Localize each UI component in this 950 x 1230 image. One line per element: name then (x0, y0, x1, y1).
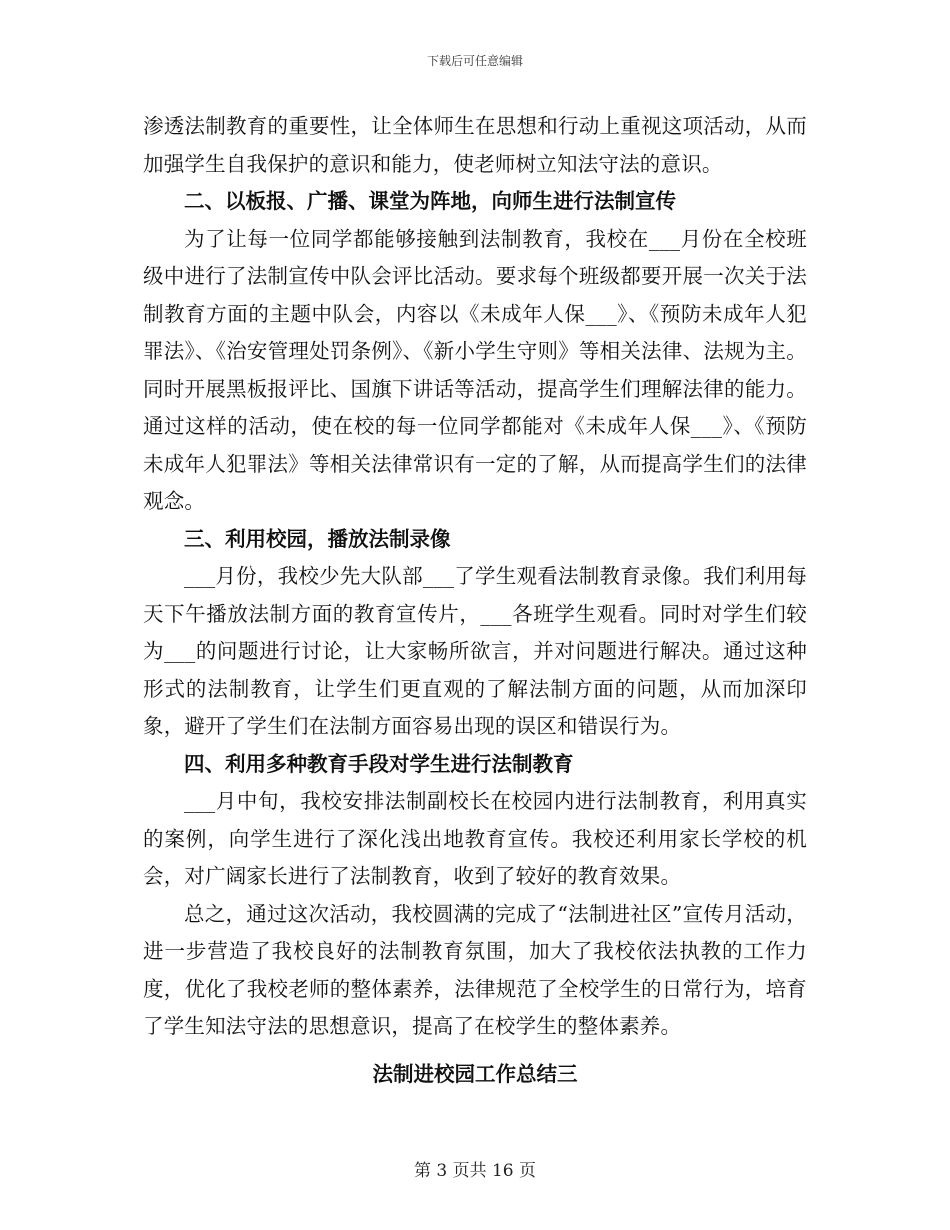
heading-section-4: 四、利用多种教育手段对学生进行法制教育 (184, 751, 574, 776)
paragraph-continued: 渗透法制教育的重要性，让全体师生在思想和行动上重视这项活动，从而加强学生自我保护的意识和能力，使老师树立知法守法的意识。 (143, 114, 807, 176)
document-body (143, 108, 807, 1093)
page-number: 第 3 页共 16 页 (413, 1161, 537, 1181)
paragraph-section-3: ___月份，我校少先大队部___了学生观看法制教育录像。我们利用每天下午播放法制方面的教育宣传片，___各班学生观看。同时对学生们较为___的问题进行讨论，让大家畅所欲言，并对问题进行解决。通过这种形式的法制教育，让学生们更直观的了解法制方面的问题，从而加深印象，避开了学生们在法制方面容易出现的误区和错误行为。 (143, 564, 807, 738)
section-title: 法制进校园工作总结三 (372, 1061, 578, 1086)
paragraph-section-4: ___月中旬，我校安排法制副校长在校园内进行法制教育，利用真实的案例，向学生进行了深化浅出地教育宣传。我校还利用家长学校的机会，对广阔家长进行了法制教育，收到了较好的教育效果。 (143, 789, 807, 888)
page-header: 下载后可任意编辑 (426, 54, 523, 68)
heading-section-2: 二、以板报、广播、课堂为阵地，向师生进行法制宣传 (184, 189, 676, 213)
paragraph-section-2: 为了让每一位同学都能够接触到法制教育，我校在___月份在全校班级中进行了法制宣传中队会评比活动。要求每个班级都要开展一次关于法制教育方面的主题中队会，内容以《未成年人保___》、《预防未成年人犯罪法》、《治安管理处罚条例》、《新小学生守则》等相关法律、法规为主。同时开展黑板报评比、国旗下讲话等活动，提高学生们理解法律的能力。通过这样的活动，使在校的每一位同学都能对《未成年人保___》、《预防未成年人犯罪法》等相关法律常识有一定的了解，从而提高学生们的法律观念。 (143, 226, 807, 513)
paragraph-conclusion: 总之，通过这次活动，我校圆满的完成了“法制进社区”宣传月活动，进一步营造了我校良好的法制教育氛围，加大了我校依法执教的工作力度，优化了我校老师的整体素养，法律规范了全校学生的日常行为，培育了学生知法守法的思想意识，提高了在校学生的整体素养。 (143, 901, 807, 1038)
heading-section-3: 三、利用校园，播放法制录像 (184, 526, 451, 551)
